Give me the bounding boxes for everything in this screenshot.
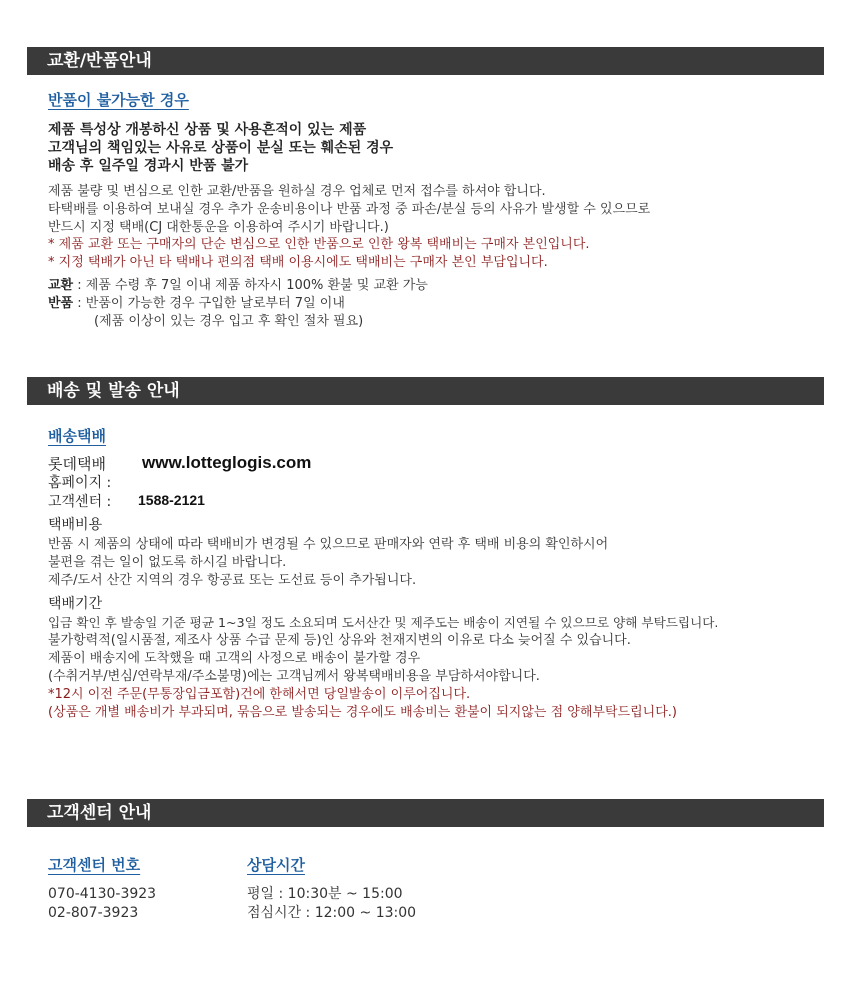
cs-phone-title: 고객센터 번호 [48,856,141,874]
cs-phone-number: 02-807-3923 [48,905,139,921]
shipping-period-title: 택배기간 [48,596,103,612]
cs-hours-line: 점심시간 : 12:00 ~ 13:00 [247,905,417,921]
shipping-period-red: *12시 이전 주문(무통장입금포함)건에 한해서면 당일발송이 이루어집니다. [48,687,471,702]
shipping-section-header: 배송 및 발송 안내 [27,377,824,405]
courier-name: 롯데택배 [48,455,106,473]
return-label: 반품 [48,296,74,311]
shipping-period-red: (상품은 개별 배송비가 부과되며, 묶음으로 발송되는 경우에도 배송비는 환불이 되지않는 점 양해부탁드립니다.) [48,705,677,720]
return-condition-note: (제품 이상이 있는 경우 입고 후 확인 절차 필요) [94,314,364,329]
cs-phone-number: 070-4130-3923 [48,886,157,902]
return-note: 타택배를 이용하여 보내실 경우 추가 운송비용이나 반품 과정 중 파손/분실 등의 사유가 발생할 수 있으므로 [48,202,651,217]
exchange-text: : 제품 수령 후 7일 이내 제품 하자시 100% 환불 및 교환 가능 [73,278,428,293]
customer-center-label: 고객센터 : [48,494,112,510]
return-note: 반드시 지정 택배(CJ 대한통운을 이용하여 주시기 바랍니다.) [48,220,389,235]
cs-hours-line: 평일 : 10:30분 ~ 15:00 [247,886,403,902]
shipping-period-line: 불가항력적(일시품절, 제조사 상품 수급 문제 등)인 상유와 천재지변의 이유로 다소 늦어질 수 있습니다. [48,633,631,648]
return-section-header: 교환/반품안내 [27,47,824,75]
cs-section-header: 고객센터 안내 [27,799,824,827]
shipping-subtitle: 배송택배 [48,427,106,445]
return-line [48,295,345,313]
homepage-label: 홈페이지 : [48,475,112,491]
exchange-label: 교환 [48,278,74,293]
courier-website[interactable]: www.lotteglogis.com [142,453,312,472]
return-note: 제품 불량 및 변심으로 인한 교환/반품을 원하실 경우 업체로 먼저 접수를 하셔야 합니다. [48,184,546,199]
customer-center-phone: 1588-2121 [138,492,205,508]
exchange-line [48,277,428,295]
return-red-note: * 제품 교환 또는 구매자의 단순 변심으로 인한 반품으로 인한 왕복 택배비는 구매자 본인입니다. [48,237,590,252]
return-subtitle: 반품이 불가능한 경우 [48,91,189,109]
shipping-cost-line: 제주/도서 산간 지역의 경우 항공료 또는 도선료 등이 추가됩니다. [48,573,417,588]
shipping-cost-title: 택배비용 [48,517,103,533]
shipping-cost-line: 반품 시 제품의 상태에 따라 택배비가 변경될 수 있으므로 판매자와 연락 후 택배 비용의 확인하시어 [48,537,609,552]
shipping-period-line: 제품이 배송지에 도착했을 때 고객의 사정으로 배송이 불가할 경우 [48,651,421,666]
return-bold-line: 고객님의 책임있는 사유로 상품이 분실 또는 훼손된 경우 [48,140,394,156]
shipping-period-line: (수취거부/변심/연락부재/주소불명)에는 고객님께서 왕복택배비용을 부담하셔야합니다. [48,669,540,684]
return-bold-line: 제품 특성상 개봉하신 상품 및 사용흔적이 있는 제품 [48,122,367,138]
shipping-cost-line: 불편을 겪는 일이 없도록 하시길 바랍니다. [48,555,287,570]
return-red-note: * 지정 택배가 아닌 타 택배나 편의점 택배 이용시에도 택배비는 구매자 본인 부담입니다. [48,255,548,270]
cs-hours-title: 상담시간 [247,856,305,874]
return-text: : 반품이 가능한 경우 구입한 날로부터 7일 이내 [73,296,345,311]
return-bold-line: 배송 후 일주일 경과시 반품 불가 [48,158,249,174]
shipping-period-line: 입금 확인 후 발송일 기준 평균 1~3일 정도 소요되며 도서산간 및 제주도는 배송이 지연될 수 있으므로 양해 부탁드립니다. [48,615,719,630]
